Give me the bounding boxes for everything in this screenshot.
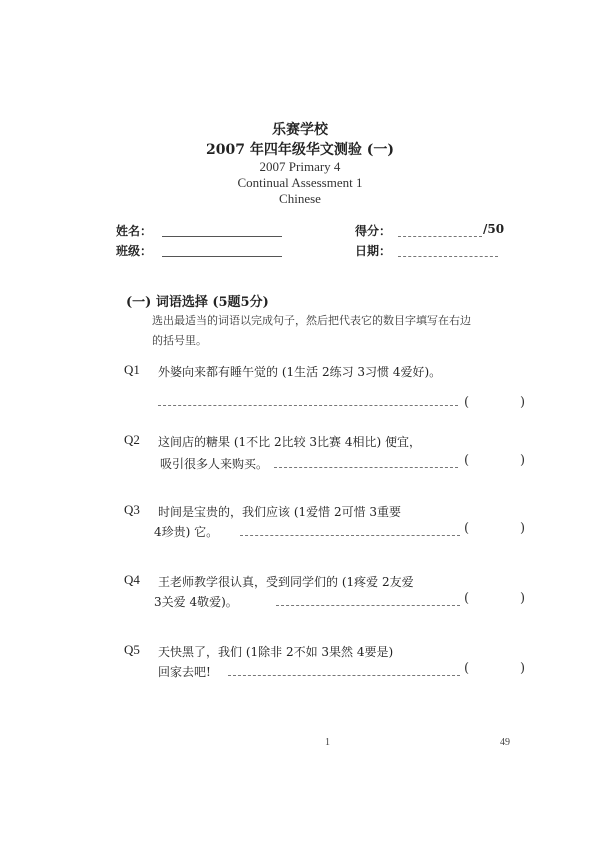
answer-open-paren: ( — [464, 453, 470, 468]
question-number: Q5 — [124, 642, 140, 657]
answer-open-paren: ( — [464, 521, 470, 536]
answer-blank[interactable] — [472, 594, 518, 608]
question-number: Q4 — [124, 572, 140, 587]
score-total: /50 — [483, 222, 505, 236]
name-field[interactable] — [162, 236, 282, 237]
answer-blank[interactable] — [472, 664, 518, 678]
question-text-continued: 3关爱 4敬爱)。 — [154, 595, 238, 609]
answer-close-paren: ) — [520, 395, 526, 410]
answer-leader-line — [276, 605, 460, 606]
answer-open-paren: ( — [464, 591, 470, 606]
question-text: 时间是宝贵的，我们应该 (1爱惜 2可惜 3重要 — [158, 505, 402, 519]
question-text: 王老师教学很认真，受到同学们的 (1疼爱 2友爱 — [158, 575, 414, 589]
answer-leader-line — [158, 405, 458, 406]
answer-close-paren: ) — [520, 453, 526, 468]
score-label: 得分： — [355, 224, 392, 238]
page-code: 49 — [500, 737, 510, 748]
question-number: Q3 — [124, 502, 140, 517]
name-label: 姓名： — [116, 224, 153, 238]
date-field[interactable] — [398, 256, 498, 257]
score-field[interactable] — [398, 236, 482, 237]
answer-close-paren: ) — [520, 591, 526, 606]
page-number: 1 — [325, 737, 330, 748]
answer-leader-line — [228, 675, 460, 676]
answer-blank[interactable] — [472, 398, 518, 412]
section-title: (一) 词语选择 (5题5分) — [126, 295, 269, 310]
answer-leader-line — [274, 467, 458, 468]
question-text: 天快黑了，我们 (1除非 2不如 3果然 4要是) — [158, 645, 394, 659]
class-field[interactable] — [162, 256, 282, 257]
english-title-year: 2007 Primary 4 — [259, 159, 341, 174]
school-name: 乐赛学校 — [272, 122, 328, 138]
question-text: 这间店的糖果 (1不比 2比较 3比赛 4相比) 便宜， — [158, 435, 421, 449]
answer-open-paren: ( — [464, 395, 470, 410]
question-text: 外婆向来都有睡午觉的 (1生活 2练习 3习惯 4爱好)。 — [158, 365, 442, 379]
date-label: 日期： — [355, 244, 392, 258]
answer-leader-line — [240, 535, 460, 536]
question-text-continued: 4珍贵) 它。 — [154, 525, 219, 539]
answer-close-paren: ) — [520, 521, 526, 536]
english-title-subject: Chinese — [279, 191, 321, 206]
class-label: 班级： — [116, 244, 153, 258]
question-number: Q1 — [124, 362, 140, 377]
section-instruction-line-2: 的括号里。 — [152, 334, 207, 347]
question-text-continued: 回家去吧! — [158, 665, 211, 679]
english-title-assessment: Continual Assessment 1 — [237, 175, 363, 190]
answer-blank[interactable] — [472, 456, 518, 470]
section-instruction-line-1: 选出最适当的词语以完成句子，然后把代表它的数目字填写在右边 — [152, 314, 471, 327]
question-number: Q2 — [124, 432, 140, 447]
answer-open-paren: ( — [464, 661, 470, 676]
question-text-continued: 吸引很多人来购买。 — [160, 457, 269, 471]
answer-blank[interactable] — [472, 524, 518, 538]
exam-title: 2007 年四年级华文测验 (一) — [206, 142, 394, 158]
answer-close-paren: ) — [520, 661, 526, 676]
